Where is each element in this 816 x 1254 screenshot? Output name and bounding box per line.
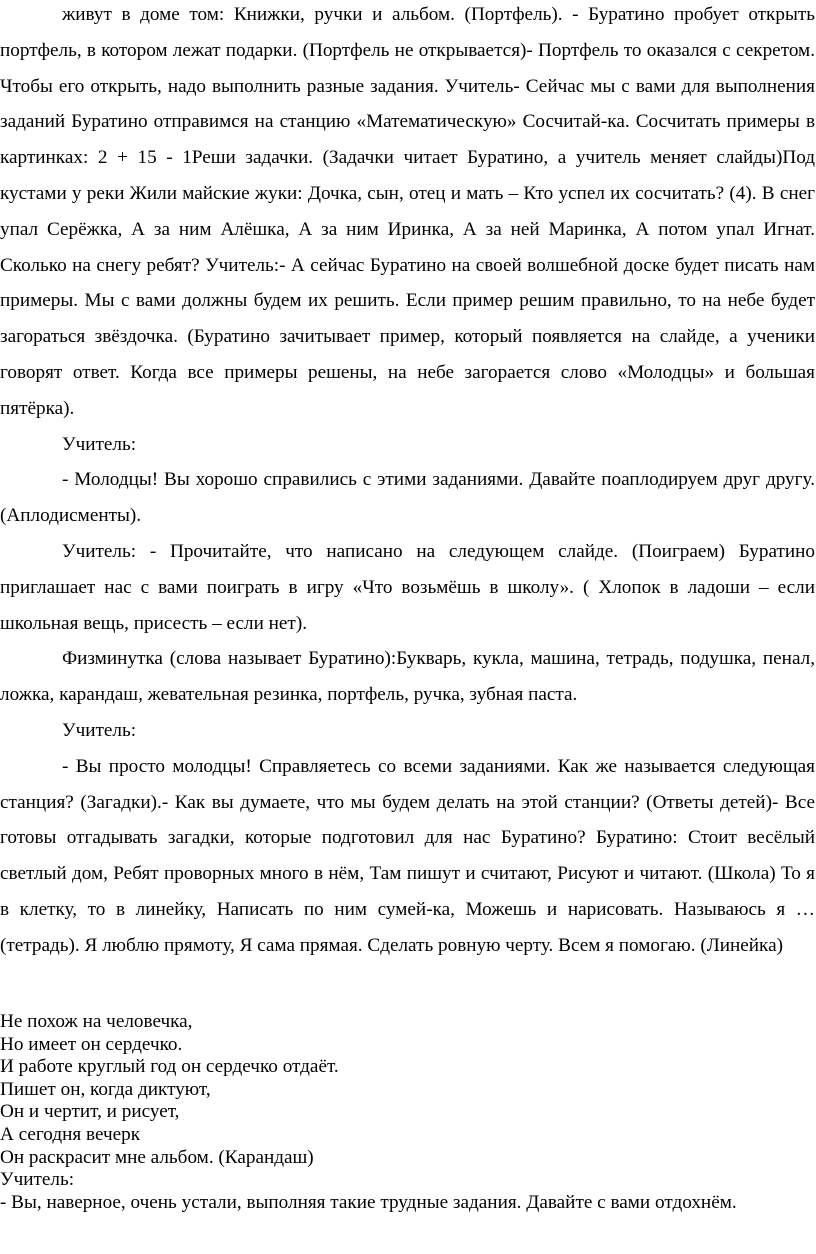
paragraph-story: живут в доме том: Книжки, ручки и альбом. (Портфель). - Буратино пробует открыть портфель, в котором лежат подарки. (Портфель не открывается)- Портфель то оказался с секретом. Чтобы его открыть, надо выполнить разные задания. Учитель- Сейчас мы с вами для выполнения заданий Буратино отправимся на станцию «Математическую» Сосчитай-ка. Сосчитать примеры в картинках: 2 + 15 - 1Реши задачки. (Задачки читает Буратино, а учитель меняет слайды)Под кустами у реки Жили майские жуки: Дочка, сын, отец и мать – Кто успел их сосчитать? (4). В снег упал Серёжка, А за ним Алёшка, А за ним Иринка, А за ней Маринка, А потом упал Игнат. Сколько на снегу ребят? Учитель:- А сейчас Буратино на своей волшебной доске будет писать нам примеры. Мы с вами должны будем их решить. Если пример решим правильно, то на небе будет загораться звёздочка. (Буратино зачитывает пример, который появляется на слайде, а ученики говорят ответ. Когда все примеры решены, на небе загорается слово «Молодцы» и большая пятёрка). (0, 4, 815, 419)
paragraph-praise: - Молодцы! Вы хорошо справились с этими заданиями. Давайте поаплодируем друг другу. (Аплодисменты). (0, 469, 815, 527)
poem-line: И работе круглый год он сердечко отдаёт. (0, 1056, 339, 1078)
paragraph-exercise: Физминутка (слова называет Буратино):Букварь, кукла, машина, тетрадь, подушка, пенал, ложка, карандаш, жевательная резинка, портфель, ручка, зубная паста. (0, 648, 815, 706)
paragraph-teacher-label: Учитель: (62, 433, 137, 455)
paragraph-riddles: - Вы просто молодцы! Справляетесь со всеми заданиями. Как же называется следующая станция? (Загадки).- Как вы думаете, что мы будем делать на этой станции? (Ответы детей)- Все готовы отгадывать загадки, которые подготовил для нас Буратино? Буратино: Стоит весёлый светлый дом, Ребят проворных много в нём, Там пишут и считают, Рисуют и читают. (Школа) То я в клетку, то в линейку, Написать по ним сумей-ка, Можешь и нарисовать. Называюсь я … (тетрадь). Я люблю прямоту, Я сама прямая. Сделать ровную черту. Всем я помогаю. (Линейка) (0, 755, 815, 956)
poem-line: Он раскрасит мне альбом. (Карандаш) (0, 1146, 314, 1168)
poem-line: А сегодня вечерк (0, 1123, 141, 1145)
poem-line: Он и чертит, и рисует, (0, 1101, 180, 1123)
closing-line: - Вы, наверное, очень устали, выполняя такие трудные задания. Давайте с вами отдохнём. (0, 1191, 737, 1213)
paragraph-game: Учитель: - Прочитайте, что написано на следующем слайде. (Поиграем) Буратино приглашает нас с вами поиграть в игру «Что возьмёшь в школу». ( Хлопок в ладоши – если школьная вещь, присесть – если нет). (0, 540, 815, 634)
paragraph-teacher-label-2: Учитель: (62, 719, 137, 741)
poem-block (0, 1011, 816, 1214)
poem-line: Не похож на человечка, (0, 1011, 193, 1032)
poem-line: Но имеет он сердечко. (0, 1033, 183, 1055)
teacher-label: Учитель: (0, 1169, 75, 1191)
poem-line: Пишет он, когда диктуют, (0, 1078, 211, 1100)
